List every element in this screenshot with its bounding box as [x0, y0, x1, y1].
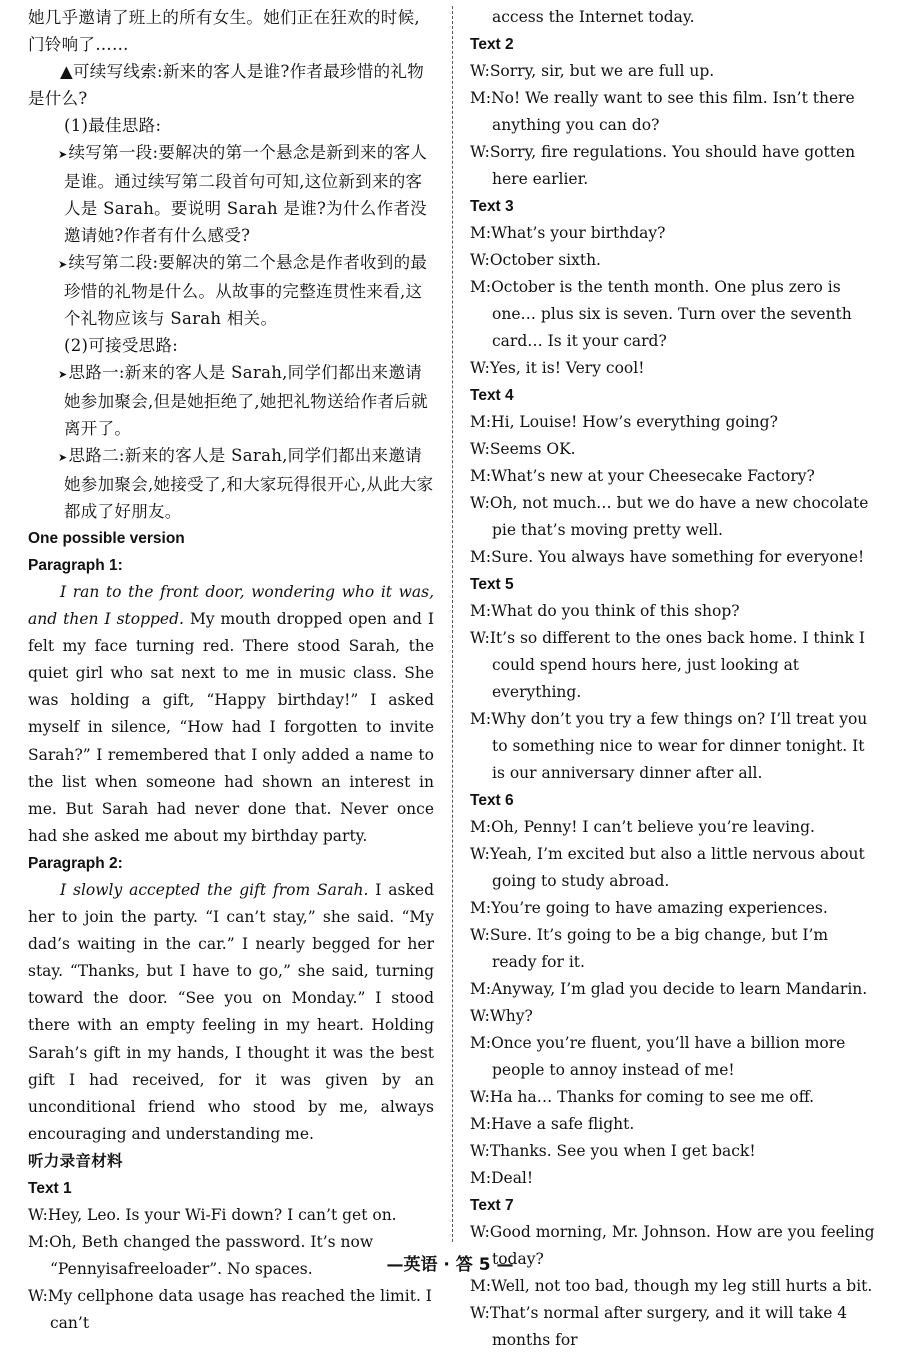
speaker-label: W:	[470, 62, 490, 80]
speaker-label: M:	[470, 710, 492, 728]
dialogue-text: Oh, Penny! I can’t believe you’re leaving.	[491, 818, 815, 836]
listening-texts	[470, 31, 875, 1354]
dialogue-text: What do you think of this shop?	[491, 602, 740, 620]
dialogue-text: No! We really want to see this film. Isn’t there anything you can do?	[491, 89, 855, 134]
speaker-label: M:	[470, 467, 492, 485]
accept-item-text: 思路二:新来的客人是 Sarah,同学们都出来邀请她参加聚会,她接受了,和大家玩得很开心,从此大家都成了好朋友。	[64, 446, 434, 521]
dialogue-line	[470, 274, 875, 355]
best-item	[28, 249, 434, 332]
speaker-label: M:	[470, 1169, 492, 1187]
speaker-label: W:	[470, 1007, 490, 1025]
dialogue-text: Deal!	[491, 1169, 534, 1187]
speaker-label: M:	[470, 89, 492, 107]
speaker-label: W:	[470, 926, 490, 944]
speaker-label: M:	[470, 548, 492, 566]
best-title: (1)最佳思路:	[64, 116, 162, 135]
dialogue-line	[470, 1138, 875, 1165]
dialogue-line	[470, 1300, 875, 1354]
dialogue-text: Thanks. See you when I get back!	[489, 1142, 756, 1160]
dialogue-line	[470, 1030, 875, 1084]
speaker-label: M:	[470, 1115, 492, 1133]
clue-title: ▲可续写线索:新来的客人是谁?作者最珍惜的礼物是什么?	[28, 62, 424, 108]
dialogue-line	[470, 1084, 875, 1111]
paragraph1-text: My mouth dropped open and I felt my face turning red. There stood Sarah, the quiet girl who sat next to me in music class. She was holding a gift, “Happy birthday!” I asked myself in silence, “How had I forgotten to invite Sarah?” I remembered that I only added a name to the list when someone had shown an interest in me. But Sarah had never done that. Never once had she asked me about my birthday party.	[28, 610, 434, 845]
arrow-icon: ➤	[58, 148, 68, 161]
dialogue-line	[28, 1202, 434, 1229]
accept-title: (2)可接受思路:	[64, 336, 179, 355]
accept-item	[28, 359, 434, 442]
speaker-label: W:	[470, 440, 490, 458]
arrow-icon: ➤	[58, 451, 68, 464]
dialogue-line	[470, 625, 875, 706]
dialogue-text: That’s normal after surgery, and it will take 4 months for	[489, 1304, 848, 1349]
right-column	[470, 4, 875, 1354]
paragraph2-body	[28, 877, 434, 1148]
paragraph2-lead: I slowly accepted the gift from Sarah.	[60, 880, 369, 899]
dialogue-line	[470, 58, 875, 85]
dialogue-line	[470, 355, 875, 382]
dialogue-text: Hey, Leo. Is your Wi-Fi down? I can’t get on.	[47, 1205, 397, 1224]
text-title: Text 5	[470, 576, 514, 593]
paragraph2-title: Paragraph 2:	[28, 854, 123, 872]
paragraph1-body	[28, 579, 434, 850]
speaker-label: W:	[470, 359, 490, 377]
speaker-label: M:	[470, 278, 492, 296]
best-item-text: 续写第二段:要解决的第二个悬念是作者收到的最珍惜的礼物是什么。从故事的完整连贯性来看,这个礼物应该与 Sarah 相关。	[64, 253, 428, 328]
dialogue-line	[28, 1283, 434, 1337]
dialogue-line	[470, 895, 875, 922]
dialogue-text: Oh, Beth changed the password. It’s now “Pennyisafreeloader”. No spaces.	[49, 1232, 374, 1278]
text-title: Text 7	[470, 1197, 514, 1214]
speaker-label: W:	[470, 143, 490, 161]
dialogue-line	[470, 409, 875, 436]
dialogue-text: You’re going to have amazing experiences.	[491, 899, 828, 917]
dialogue-text: Sorry, fire regulations. You should have gotten here earlier.	[489, 143, 856, 188]
dialogue-text: Anyway, I’m glad you decide to learn Mandarin.	[491, 980, 868, 998]
dialogue-text: Have a safe flight.	[491, 1115, 635, 1133]
speaker-label: M:	[470, 980, 492, 998]
paragraph2-text: I asked her to join the party. “I can’t stay,” she said. “My dad’s waiting in the car.” I nearly begged for her stay. “Thanks, but I have to go,” she said, turning toward the door. “See you on Monday.” I stood there with an empty feeling in my heart. Holding Sarah’s gift in my hands, I thought it was the best gift I had received, for it was given by an unconditional friend who stood by me, always encouraging and understanding me.	[28, 880, 434, 1143]
speaker-label: M:	[470, 224, 492, 242]
listening-title: 听力录音材料	[28, 1152, 123, 1170]
speaker-label: W:	[470, 1304, 490, 1322]
dialogue-line	[470, 922, 875, 976]
dialogue-text: Why?	[489, 1007, 533, 1025]
paragraph1-title: Paragraph 1:	[28, 557, 123, 574]
dialogue-line	[470, 436, 875, 463]
dialogue-text: Ha ha… Thanks for coming to see me off.	[489, 1088, 815, 1106]
best-item	[28, 139, 434, 249]
speaker-label: M:	[470, 602, 492, 620]
intro-line: 她几乎邀请了班上的所有女生。她们正在狂欢的时候,	[28, 8, 420, 27]
arrow-icon: ➤	[58, 258, 68, 271]
best-item-text: 续写第一段:要解决的第一个悬念是新到来的客人是谁。通过续写第二段首句可知,这位新到来的客人是 Sarah。要说明 Sarah 是谁?为什么作者没邀请她?作者有什么感受?	[64, 143, 428, 245]
dialogue-line	[470, 85, 875, 139]
speaker-label: W:	[470, 251, 490, 269]
dialogue-line	[470, 841, 875, 895]
dialogue-line	[470, 220, 875, 247]
dialogue-line	[470, 1003, 875, 1030]
dialogue-text: What’s your birthday?	[491, 224, 666, 242]
speaker-label: W:	[28, 1286, 48, 1305]
paragraph1-lead: I ran to the front door, wondering who it was, and then I stopped.	[28, 583, 434, 629]
dialogue-text: Sure. It’s going to be a big change, but I’m ready for it.	[489, 926, 829, 971]
dialogue-text: Sure. You always have something for everyone!	[491, 548, 865, 566]
dialogue-line	[470, 463, 875, 490]
dialogue-text: My cellphone data usage has reached the limit. I can’t	[47, 1286, 432, 1332]
accept-item	[28, 442, 434, 525]
speaker-label: W:	[470, 1088, 490, 1106]
speaker-label: M:	[28, 1232, 50, 1251]
text-title: Text 6	[470, 792, 514, 809]
dialogue-continuation: access the Internet today.	[492, 8, 695, 26]
dialogue-text: Why don’t you try a few things on? I’ll treat you to something nice to wear for dinner tonight. It is our anniversary dinner after all.	[491, 710, 868, 782]
text-title: Text 2	[470, 36, 514, 53]
dialogue-text: Once you’re fluent, you’ll have a billion more people to annoy instead of me!	[491, 1034, 846, 1079]
column-divider	[452, 6, 453, 1242]
dialogue-line	[470, 1111, 875, 1138]
speaker-label: W:	[28, 1205, 48, 1224]
dialogue-text: Sorry, sir, but we are full up.	[489, 62, 715, 80]
dialogue-line	[470, 490, 875, 544]
dialogue-line	[470, 139, 875, 193]
speaker-label: W:	[470, 845, 490, 863]
intro-line: 门铃响了……	[28, 35, 129, 54]
dialogue-line	[470, 706, 875, 787]
speaker-label: W:	[470, 494, 490, 512]
dialogue-text: Oh, not much… but we do have a new chocolate pie that’s moving pretty well.	[489, 494, 869, 539]
dialogue-text: What’s new at your Cheesecake Factory?	[491, 467, 815, 485]
dialogue-line	[470, 1165, 875, 1192]
dialogue-text: It’s so different to the ones back home. I think I could spend hours here, just looking at everything.	[489, 629, 865, 701]
dialogue-line	[470, 976, 875, 1003]
dialogue-text: Good morning, Mr. Johnson. How are you feeling today?	[489, 1223, 875, 1268]
speaker-label: W:	[470, 1223, 490, 1241]
speaker-label: M:	[470, 1277, 492, 1295]
dialogue-text: October is the tenth month. One plus zero is one… plus six is seven. Turn over the seventh card… Is it your card?	[491, 278, 852, 350]
speaker-label: M:	[470, 413, 492, 431]
left-column	[28, 4, 434, 1337]
dialogue-text: October sixth.	[489, 251, 601, 269]
speaker-label: W:	[470, 629, 490, 647]
dialogue-text: Hi, Louise! How’s everything going?	[491, 413, 778, 431]
dialogue-text: Yeah, I’m excited but also a little nervous about going to study abroad.	[489, 845, 865, 890]
arrow-icon: ➤	[58, 368, 68, 381]
version-title: One possible version	[28, 530, 185, 547]
dialogue-line	[470, 598, 875, 625]
dialogue-line	[470, 544, 875, 571]
speaker-label: M:	[470, 818, 492, 836]
speaker-label: M:	[470, 899, 492, 917]
dialogue-line	[470, 814, 875, 841]
speaker-label: M:	[470, 1034, 492, 1052]
text-title: Text 3	[470, 198, 514, 215]
dialogue-text: Yes, it is! Very cool!	[489, 359, 645, 377]
text-title: Text 4	[470, 387, 514, 404]
text1-title: Text 1	[28, 1179, 72, 1197]
dialogue-text: Well, not too bad, though my leg still hurts a bit.	[491, 1277, 873, 1295]
dialogue-text: Seems OK.	[489, 440, 576, 458]
page-footer: —英语 · 答 5 —	[386, 1255, 514, 1275]
dialogue-line	[470, 247, 875, 274]
speaker-label: W:	[470, 1142, 490, 1160]
accept-item-text: 思路一:新来的客人是 Sarah,同学们都出来邀请她参加聚会,但是她拒绝了,她把礼物送给作者后就离开了。	[64, 363, 428, 438]
